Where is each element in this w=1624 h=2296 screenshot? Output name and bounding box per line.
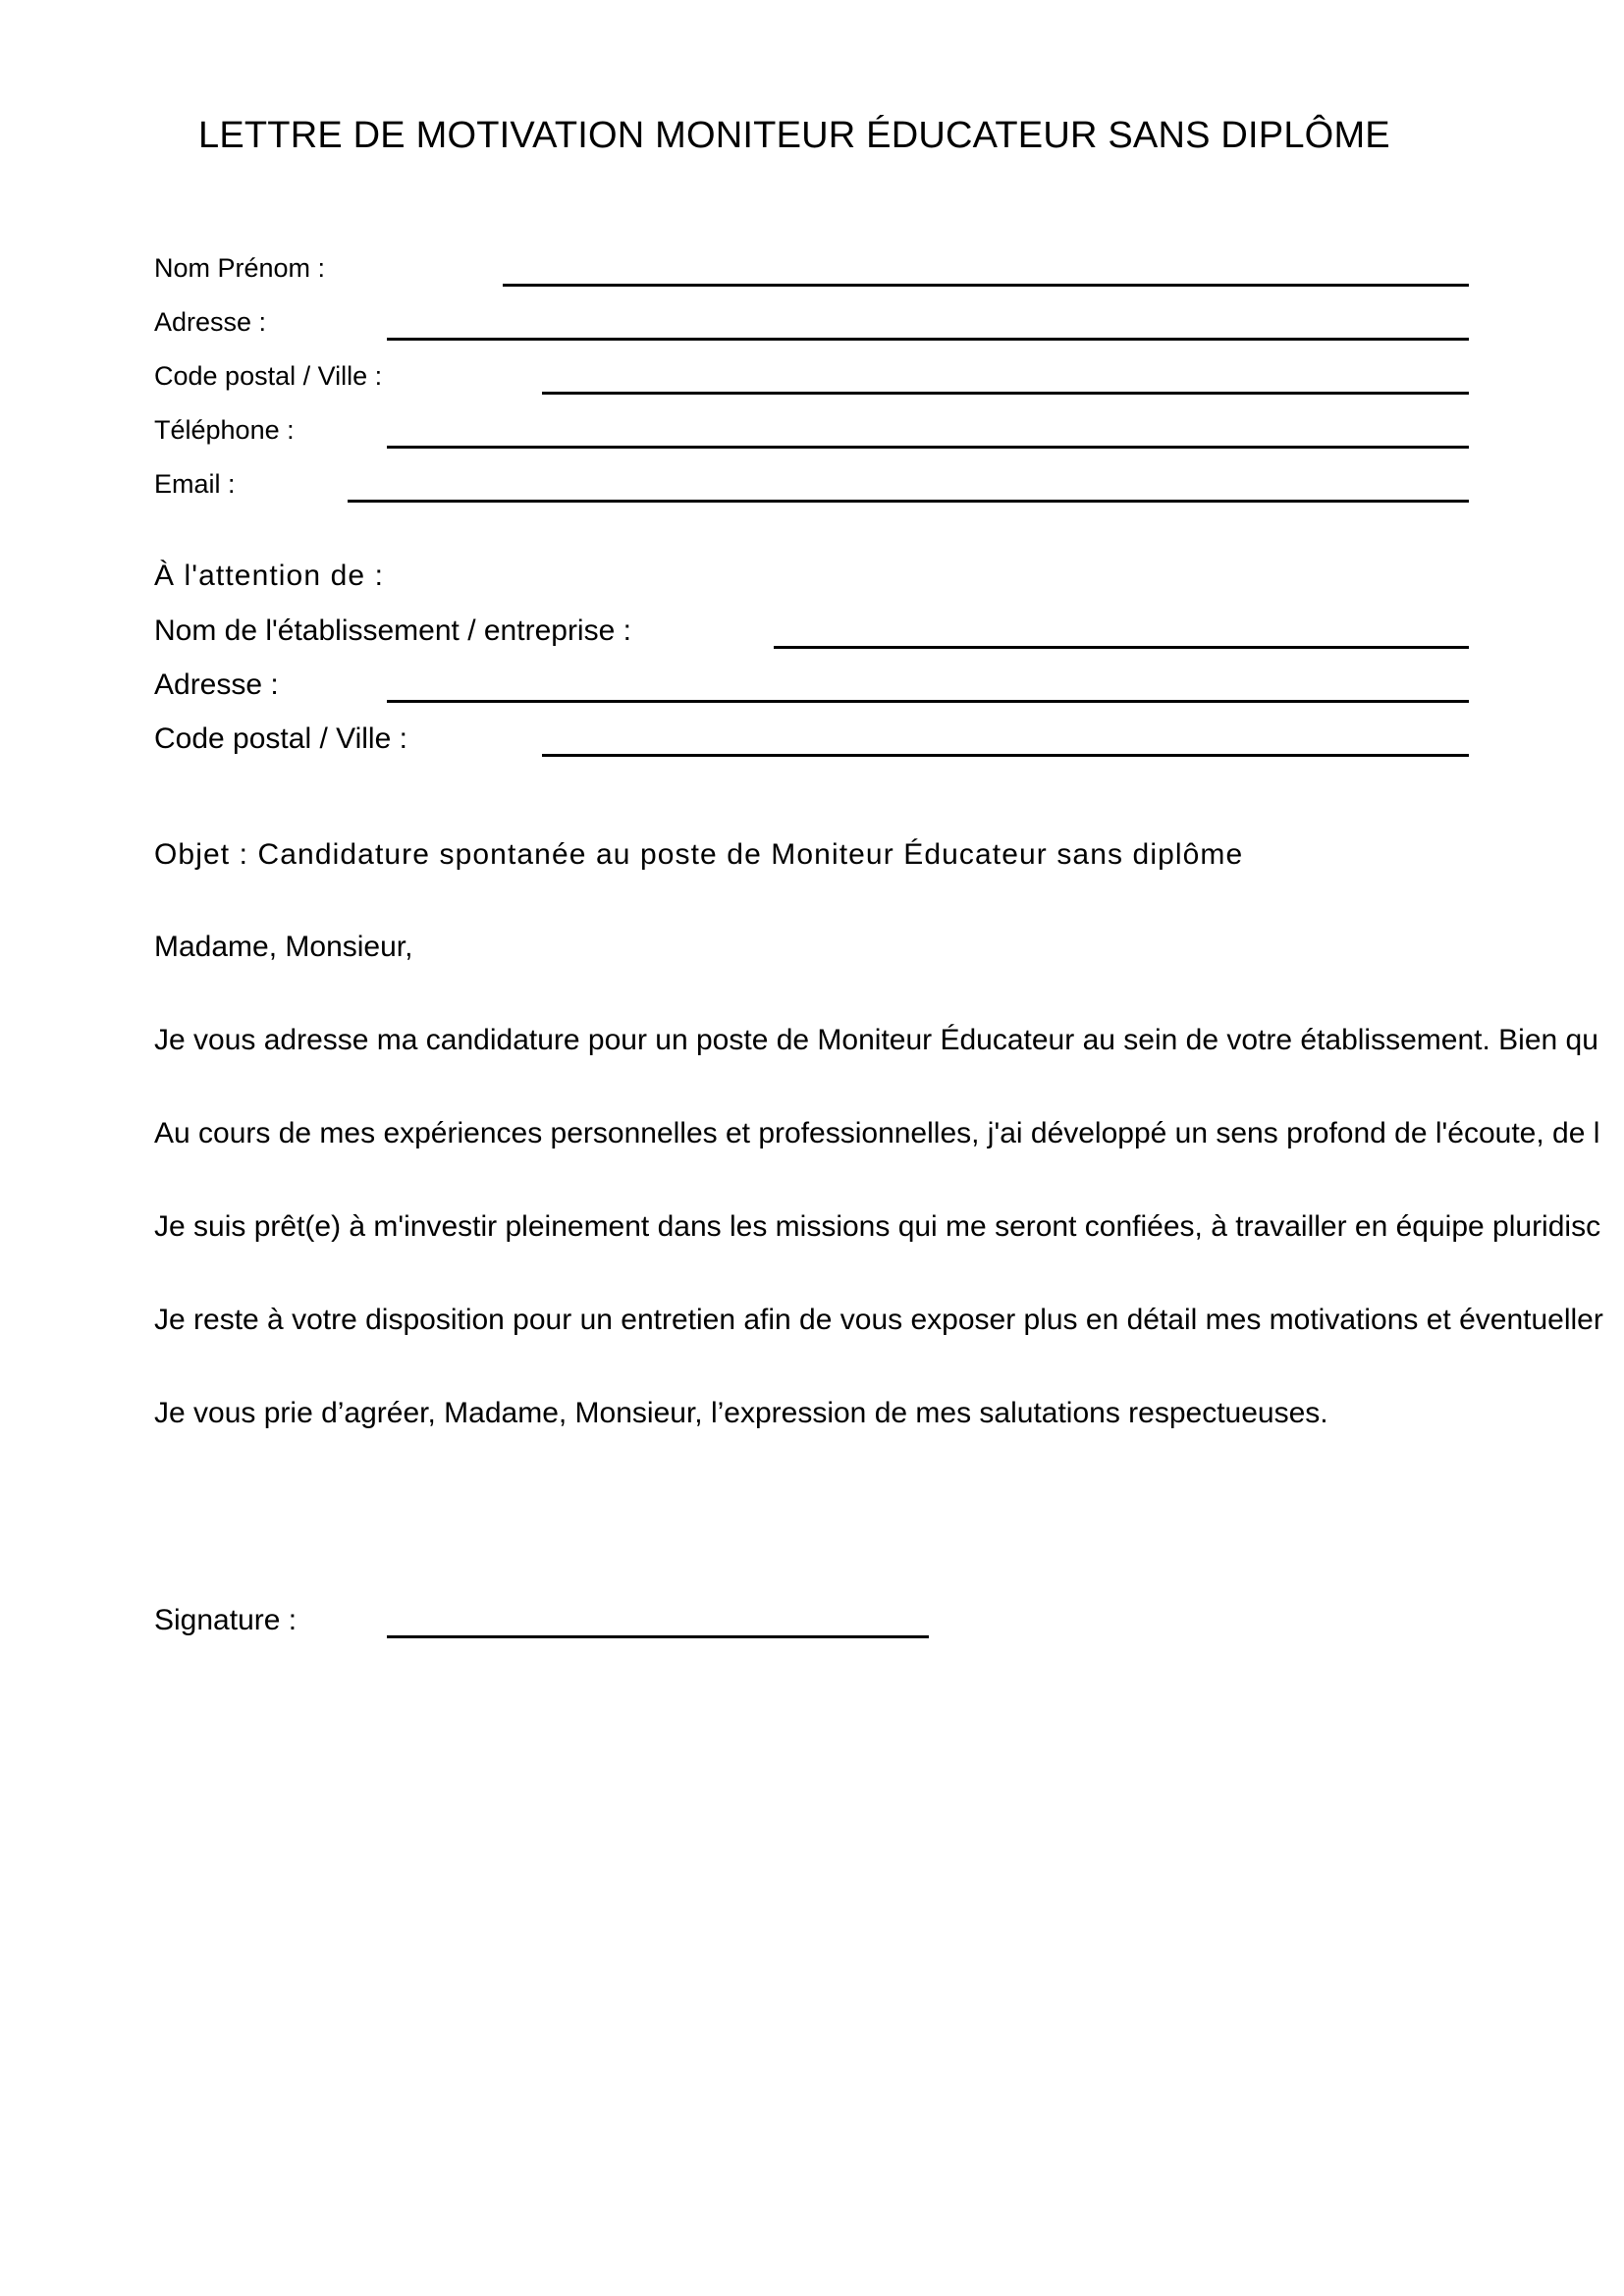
recipient-postal-city-field[interactable] xyxy=(542,754,1469,757)
attention-label: À l'attention de : xyxy=(154,560,385,592)
subject-line: Objet : Candidature spontanée au poste de Moniteur Éducateur sans diplôme xyxy=(154,838,1244,871)
establishment-field[interactable] xyxy=(774,646,1469,649)
sender-phone-label: Téléphone : xyxy=(154,415,295,445)
greeting: Madame, Monsieur, xyxy=(154,931,413,963)
signature-label: Signature : xyxy=(154,1604,298,1636)
recipient-postal-city-label: Code postal / Ville : xyxy=(154,722,407,755)
recipient-address-field[interactable] xyxy=(387,700,1469,703)
sender-address-label: Adresse : xyxy=(154,307,267,337)
sender-postal-city-label: Code postal / Ville : xyxy=(154,361,383,391)
sender-name-field[interactable] xyxy=(503,284,1469,287)
page-title: LETTRE DE MOTIVATION MONITEUR ÉDUCATEUR SANS DIPLÔME xyxy=(198,115,1390,156)
paragraph-4: Je reste à votre disposition pour un entretien afin de vous exposer plus en détail mes motivations et éventueller xyxy=(154,1304,1603,1336)
paragraph-1: Je vous adresse ma candidature pour un poste de Moniteur Éducateur au sein de votre établissement. Bien qu xyxy=(154,1024,1598,1056)
sender-name-label: Nom Prénom : xyxy=(154,253,326,283)
closing-paragraph: Je vous prie d’agréer, Madame, Monsieur, l’expression de mes salutations respectueuses. xyxy=(154,1397,1328,1429)
paragraph-3: Je suis prêt(e) à m'investir pleinement dans les missions qui me seront confiées, à travailler en équipe pluridisc xyxy=(154,1210,1601,1243)
sender-email-field[interactable] xyxy=(348,500,1469,503)
recipient-address-label: Adresse : xyxy=(154,668,279,701)
establishment-label: Nom de l'établissement / entreprise : xyxy=(154,614,631,647)
sender-phone-field[interactable] xyxy=(387,446,1469,449)
paragraph-2: Au cours de mes expériences personnelles et professionnelles, j'ai développé un sens profond de l'écoute, de l xyxy=(154,1117,1600,1149)
signature-field[interactable] xyxy=(387,1635,929,1638)
sender-address-field[interactable] xyxy=(387,338,1469,341)
sender-email-label: Email : xyxy=(154,469,236,499)
sender-postal-city-field[interactable] xyxy=(542,392,1469,395)
